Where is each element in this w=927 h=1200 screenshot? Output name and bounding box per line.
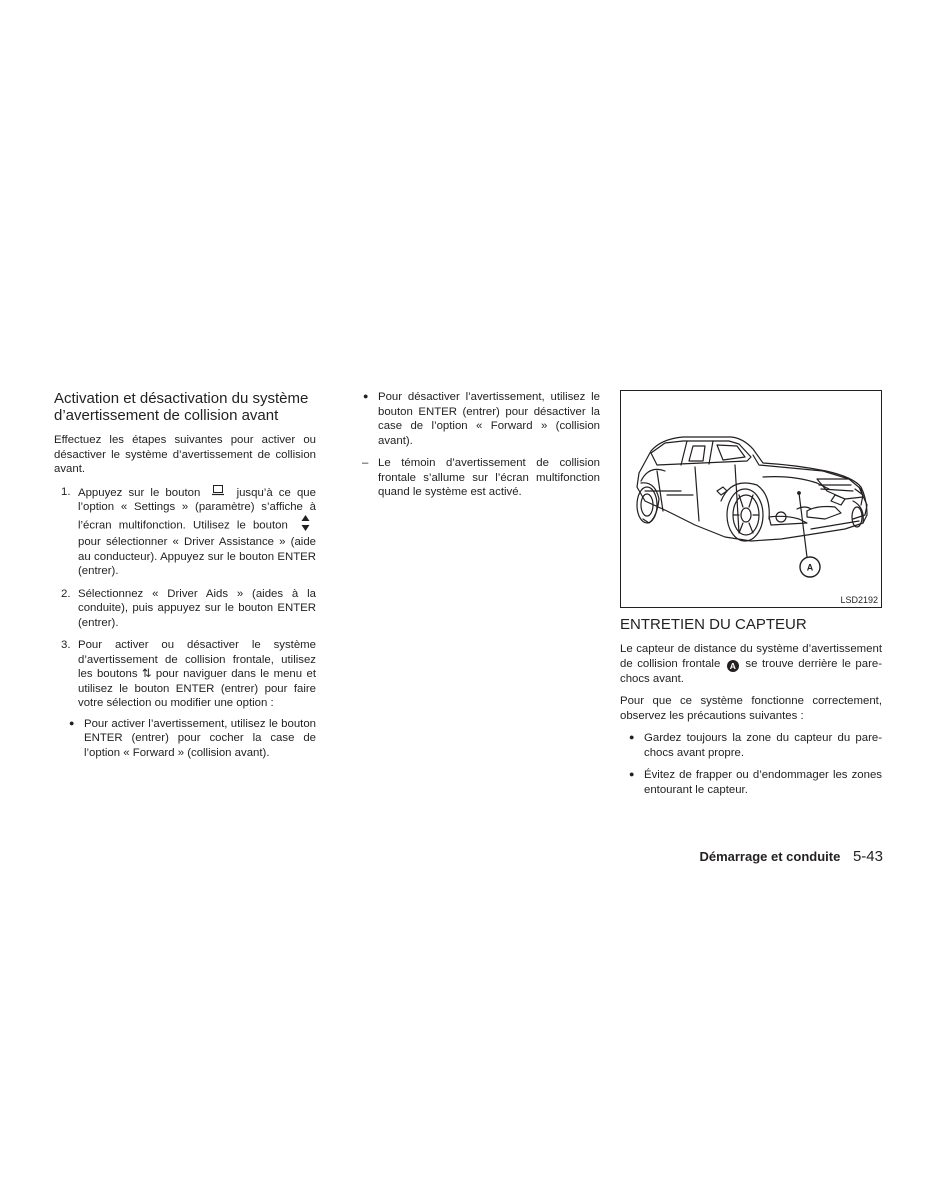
- section-title: Activation et désactivation du système d’avertissement de collision avant: [54, 390, 309, 424]
- step-text: pour sélectionner « Driver Assistance » (aide au conducteur). Appuyez sur le bouton ENTER (entrer).: [78, 536, 316, 577]
- bullet-item: ● Pour désactiver l’avertissement, utilisez le bouton ENTER (entrer) pour désactiver la case de l’option « Forward » (collision avant).: [362, 390, 600, 448]
- step-number: 2.: [61, 587, 71, 600]
- paragraph: [620, 642, 882, 686]
- bullet-list: [362, 390, 600, 448]
- page-number: 5-43: [852, 848, 883, 865]
- step-text: Appuyez sur le bouton: [78, 486, 201, 499]
- step-number: 1.: [61, 485, 71, 498]
- up-down-arrow-icon: [301, 515, 310, 536]
- paragraph: Pour que ce système fonctionne correctement, observez les précautions suivantes :: [620, 695, 882, 722]
- section-title: ENTRETIEN DU CAPTEUR: [620, 616, 807, 633]
- bullet-list: [628, 731, 882, 797]
- step-3: [54, 638, 316, 760]
- callout-marker-A: A: [727, 660, 739, 672]
- step-2: [54, 587, 316, 631]
- dash-list: [362, 456, 600, 500]
- bullet-item: ● Gardez toujours la zone du capteur du pare-chocs avant propre.: [628, 731, 882, 760]
- paragraph-text: se trouve derrière le pare-chocs avant.: [620, 657, 882, 685]
- figure-code: LSD2192: [840, 595, 878, 605]
- steps-list: [54, 485, 316, 761]
- step-1: [54, 485, 316, 579]
- step-text: jusqu’à ce que l’option « Settings » (paramètre) s’affiche à l’écran multifonction. Utilisez le bouton: [78, 486, 316, 531]
- intro-paragraph: Effectuez les étapes suivantes pour activer ou désactiver le système d’avertissement de collision avant.: [54, 434, 316, 475]
- right-column: [620, 390, 882, 805]
- page-footer: [699, 848, 883, 865]
- chapter-title: Démarrage et conduite: [699, 849, 841, 864]
- suv-illustration: [621, 391, 881, 607]
- bullet-item: ● Évitez de frapper ou d’endommager les zones entourant le capteur.: [628, 768, 882, 797]
- step-number: 3.: [61, 639, 71, 651]
- dash-item: – Le témoin d’avertissement de collision frontale s’allume sur l’écran multifonction quand le système est activé.: [362, 456, 600, 500]
- paragraph-text: Le capteur de distance du système d’avertissement de collision frontale: [620, 643, 882, 670]
- vehicle-figure: [620, 390, 882, 608]
- bullet-list: [68, 717, 316, 761]
- figure-callout-A: A: [806, 562, 814, 573]
- step-text: Pour activer ou désactiver le système d’avertissement de collision frontale, utilisez les boutons ⇅ pour naviguer dans le menu et utilisez le bouton ENTER (entrer) pour faire votre sélection ou modifier une option :: [78, 639, 316, 709]
- bullet-item: ● Pour activer l’avertissement, utilisez le bouton ENTER (entrer) pour cocher la case de l’option « Forward » (collision avant).: [68, 717, 316, 761]
- step-text: Sélectionnez « Driver Aids » (aides à la conduite), puis appuyez sur le bouton ENTER (entrer).: [78, 587, 316, 629]
- left-column: [54, 390, 316, 768]
- menu-button-icon: [212, 485, 224, 501]
- middle-column: [362, 390, 600, 500]
